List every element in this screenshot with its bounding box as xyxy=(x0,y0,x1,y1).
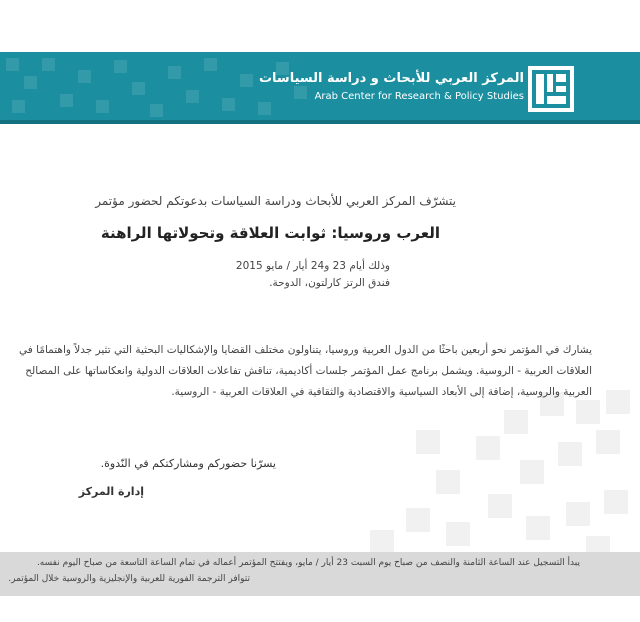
arab-center-logo-icon xyxy=(528,66,574,112)
org-name-english: Arab Center for Research & Policy Studies xyxy=(314,91,524,102)
body-paragraph-line: العلاقات العربية - الروسية. ويشمل برنامج عمل المؤتمر جلسات أكاديمية، تناقش تفاعلات العلاقات الدولية وانعكاساتها على المصالح xyxy=(25,365,592,377)
conference-title: العرب وروسيا: ثوابت العلاقة وتحولاتها الراهنة xyxy=(100,224,440,242)
footer-note: تتوافر الترجمة الفورية للعربية والإنجليزية والروسية خلال المؤتمر. xyxy=(8,574,250,584)
closing-text: يسرّنا حضوركم ومشاركتكم في النّدوة. xyxy=(100,457,276,470)
signature: إدارة المركز xyxy=(78,485,144,498)
decorative-tile-pattern xyxy=(0,52,320,124)
invitation-intro: يتشرّف المركز العربي للأبحاث ودراسة السياسات بدعوتكم لحضور مؤتمر xyxy=(95,194,456,208)
body-paragraph-line: يشارك في المؤتمر نحو أربعين باحثًا من الدول العربية وروسيا، يتناولون مختلف القضايا والإشكاليات البحثية التي تثير جدلاً واهتمامًا في xyxy=(19,344,592,356)
body-paragraph-line: العربية والروسية، إضافة إلى الأبعاد السياسية والاقتصادية والثقافية في العلاقات العربية - الروسية. xyxy=(171,386,592,398)
footer-note: يبدأ التسجيل عند الساعة الثامنة والنصف من صباح يوم السبت 23 أيار / مايو، ويفتتح المؤتمر أعماله في تمام الساعة التاسعة من صباح اليوم نفسه. xyxy=(36,558,580,568)
header-divider xyxy=(0,120,640,124)
conference-venue: فندق الرتز كارلتون، الدوحة. xyxy=(269,277,390,289)
conference-date: وذلك أيام 23 و24 أيار / مايو 2015 xyxy=(235,260,390,272)
org-name-arabic: المركز العربي للأبحاث و دراسة السياسات xyxy=(258,71,524,86)
background-tile-pattern xyxy=(340,390,640,560)
